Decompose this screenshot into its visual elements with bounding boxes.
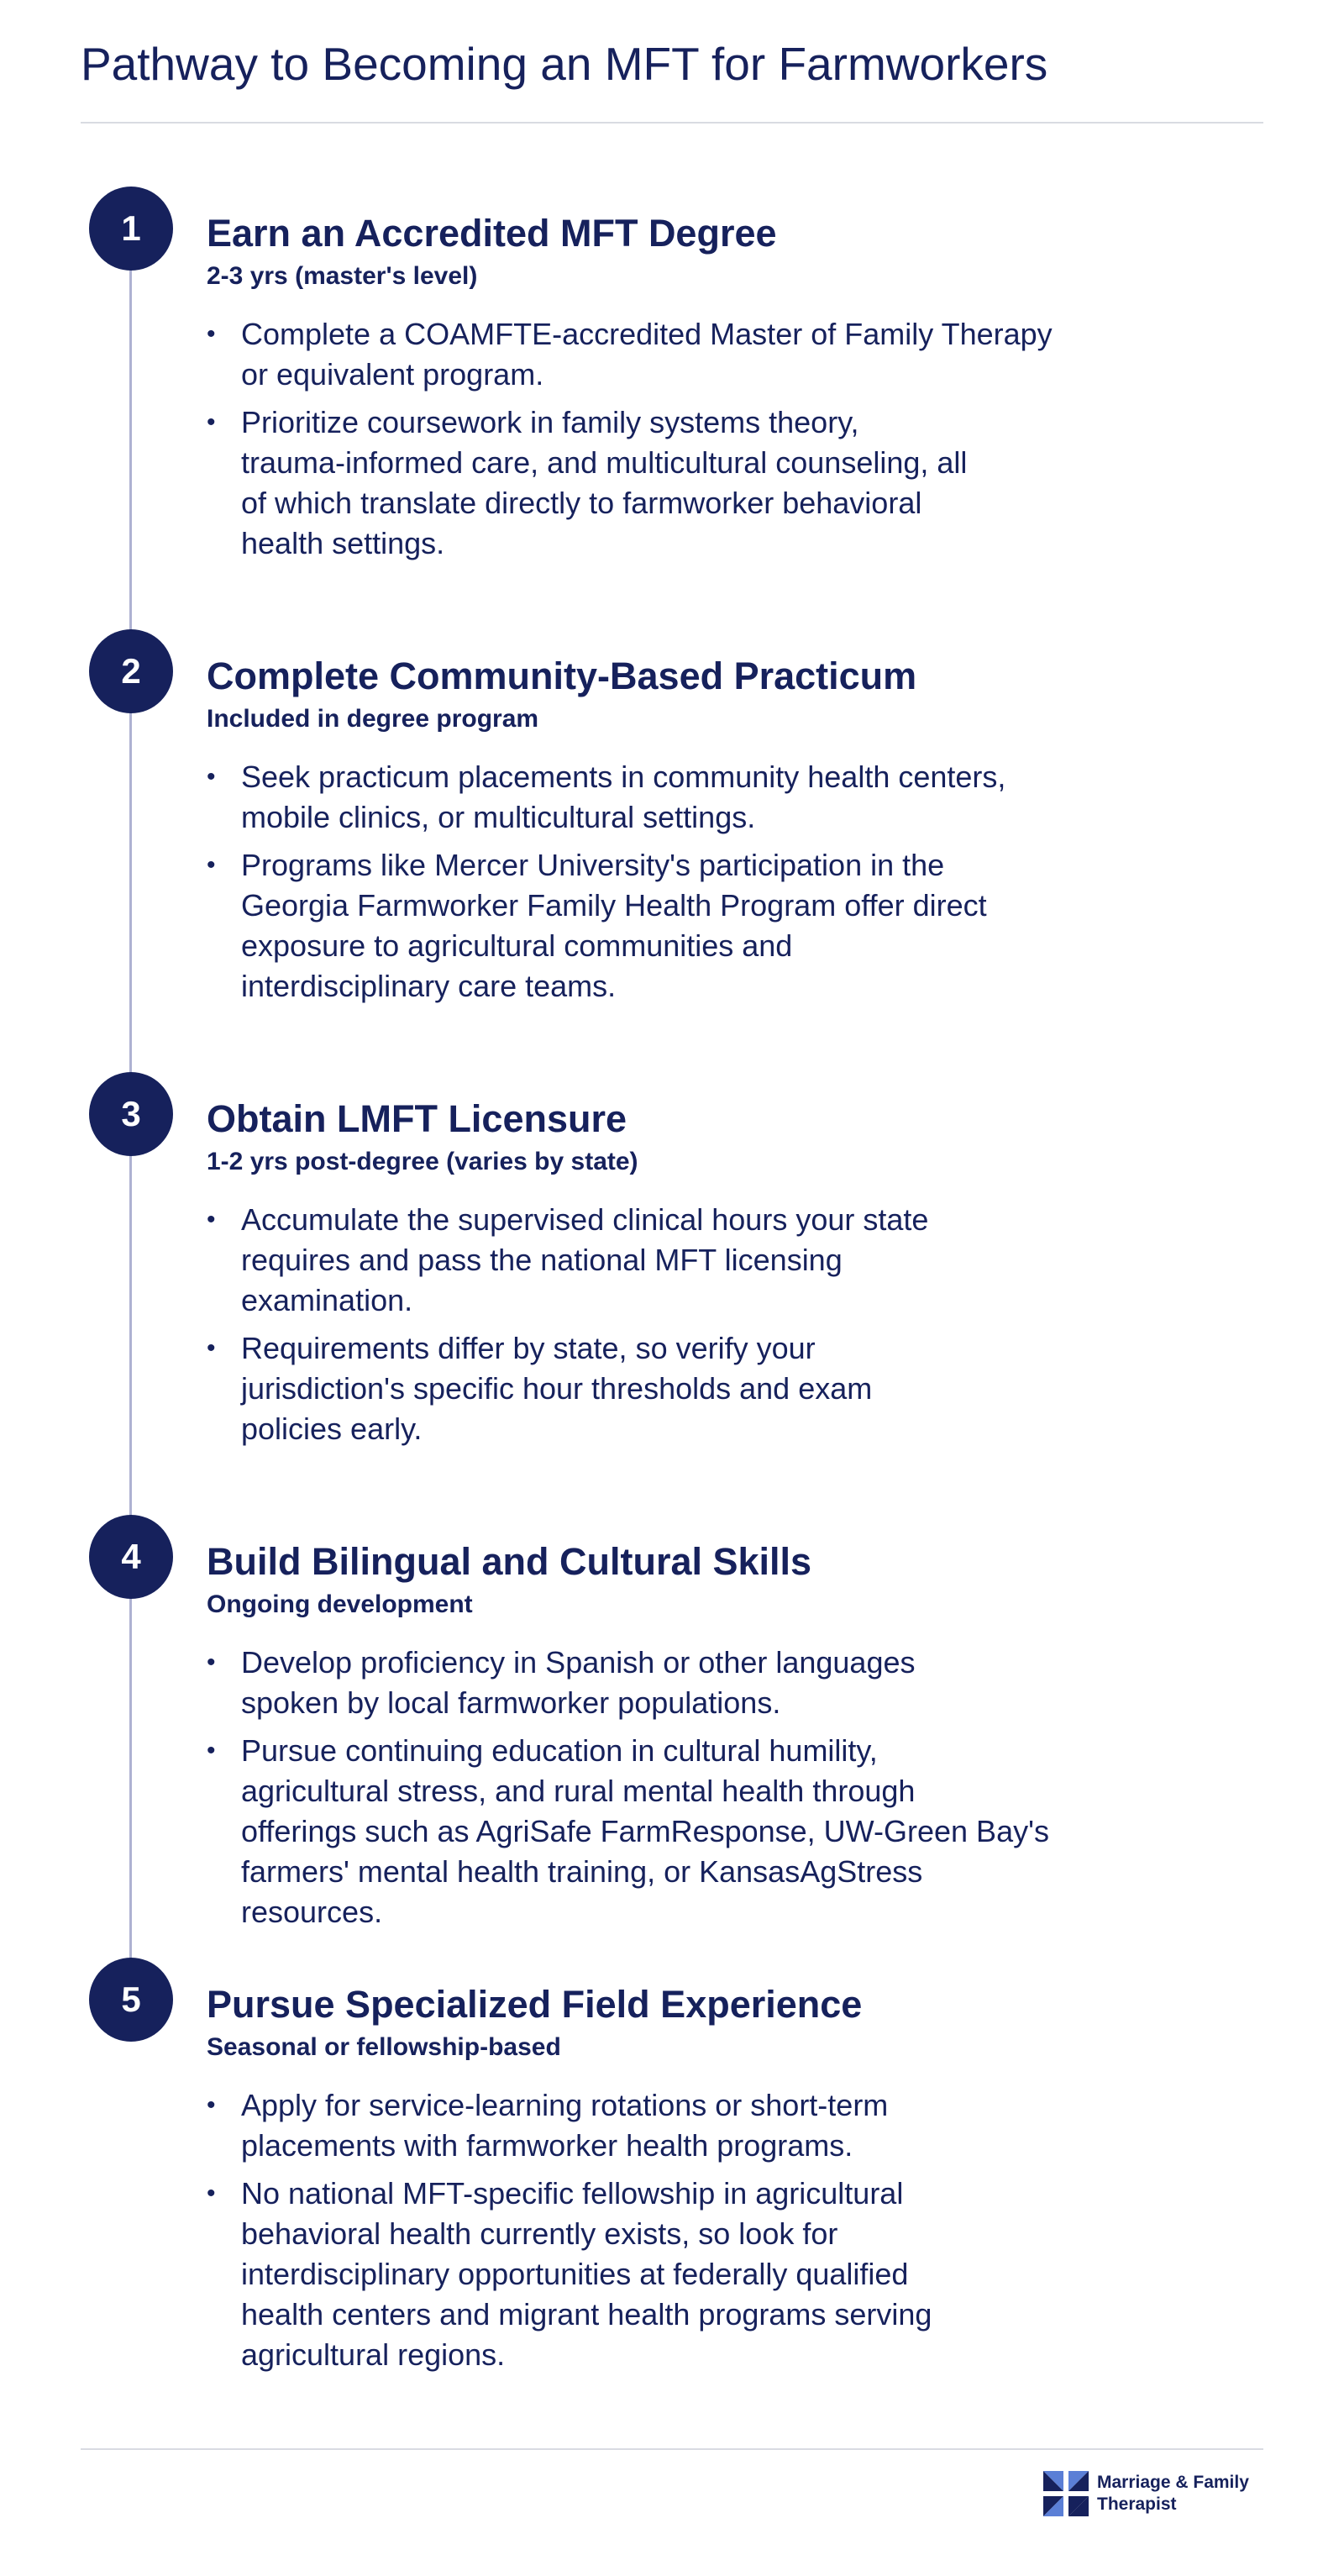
step-bullet-list (207, 1200, 1164, 1449)
step-3 (207, 1094, 1164, 1457)
step-title: Earn an Accredited MFT Degree (207, 212, 777, 255)
step-5 (207, 1979, 1164, 2383)
bullet-text-line: health centers and migrant health programs serving (241, 2297, 932, 2332)
step-duration: 2-3 yrs (master's level) (207, 262, 478, 290)
mft-logo-icon (1043, 2471, 1089, 2516)
step-1 (207, 208, 1164, 571)
step-bullet-item (207, 1328, 1164, 1449)
step-bullet-item (207, 2174, 1164, 2375)
step-bullet-item (207, 402, 1164, 564)
step-bullet-item (207, 314, 1164, 395)
step-number-badge: 2 (89, 629, 173, 713)
bullet-text-line: • Prioritize coursework in family systems theory, (241, 405, 859, 439)
step-number-badge: 5 (89, 1958, 173, 2042)
step-bullet-item (207, 845, 1164, 1007)
step-2 (207, 651, 1164, 1014)
brand-name-line: Marriage & Family (1097, 2473, 1249, 2492)
step-title: Pursue Specialized Field Experience (207, 1983, 863, 2026)
step-duration: Ongoing development (207, 1590, 473, 1618)
bullet-text-line: • Apply for service-learning rotations or short-term (241, 2088, 889, 2122)
step-bullet-list (207, 314, 1164, 564)
bullet-text-line: policies early. (241, 1412, 423, 1446)
step-bullet-list (207, 1643, 1164, 1932)
step-bullet-item (207, 2085, 1164, 2166)
step-number-badge: 1 (89, 187, 173, 271)
bullet-text-line: exposure to agricultural communities and (241, 928, 793, 963)
bullet-text-line: resources. (241, 1895, 383, 1929)
step-number-badge: 3 (89, 1072, 173, 1156)
step-bullet-item (207, 1643, 1164, 1723)
step-title: Complete Community-Based Practicum (207, 655, 917, 697)
footer-divider (81, 2448, 1263, 2450)
bullet-text-line: • Complete a COAMFTE-accredited Master of Family Therapy (241, 317, 1053, 351)
bullet-text-line: spoken by local farmworker populations. (241, 1685, 781, 1720)
bullet-text-line: behavioral health currently exists, so look for (241, 2216, 838, 2251)
step-title: Obtain LMFT Licensure (207, 1097, 627, 1140)
bullet-text-line: mobile clinics, or multicultural settings. (241, 800, 756, 834)
bullet-text-line: health settings. (241, 526, 445, 560)
step-bullet-item (207, 1731, 1164, 1932)
page-title: Pathway to Becoming an MFT for Farmworkers (81, 38, 1048, 90)
bullet-text-line: • No national MFT-specific fellowship in agricultural (241, 2176, 904, 2211)
bullet-text-line: of which translate directly to farmworker behavioral (241, 486, 922, 520)
brand-name (1097, 2472, 1282, 2516)
bullet-text-line: • Requirements differ by state, so verify your (241, 1331, 816, 1365)
bullet-text-line: jurisdiction's specific hour thresholds and exam (241, 1371, 873, 1406)
bullet-text-line: • Programs like Mercer University's participation in the (241, 848, 945, 882)
bullet-text-line: agricultural stress, and rural mental health through (241, 1774, 916, 1808)
bullet-text-line: trauma-informed care, and multicultural counseling, all (241, 445, 968, 480)
step-duration: Included in degree program (207, 705, 539, 733)
step-title: Build Bilingual and Cultural Skills (207, 1540, 812, 1583)
step-duration: 1-2 yrs post-degree (varies by state) (207, 1148, 638, 1175)
bullet-text-line: interdisciplinary opportunities at federally qualified (241, 2257, 909, 2291)
bullet-text-line: placements with farmworker health programs. (241, 2128, 853, 2163)
step-bullet-item (207, 1200, 1164, 1321)
header-divider (81, 122, 1263, 124)
bullet-text-line: or equivalent program. (241, 357, 544, 392)
bullet-text-line: • Develop proficiency in Spanish or other languages (241, 1645, 916, 1680)
step-4 (207, 1537, 1164, 1940)
brand-logo (1043, 2470, 1282, 2517)
step-number-badge: 4 (89, 1515, 173, 1599)
step-bullet-item (207, 757, 1164, 838)
bullet-text-line: agricultural regions. (241, 2337, 506, 2372)
bullet-text-line: • Pursue continuing education in cultural humility, (241, 1733, 878, 1768)
step-bullet-list (207, 757, 1164, 1007)
bullet-text-line: • Seek practicum placements in community health centers, (241, 760, 1006, 794)
bullet-text-line: examination. (241, 1283, 413, 1317)
step-bullet-list (207, 2085, 1164, 2375)
brand-name-line: Therapist (1097, 2495, 1177, 2514)
step-duration: Seasonal or fellowship-based (207, 2033, 561, 2061)
bullet-text-line: requires and pass the national MFT licensing (241, 1243, 843, 1277)
bullet-text-line: • Accumulate the supervised clinical hours your state (241, 1202, 929, 1237)
bullet-text-line: farmers' mental health training, or KansasAgStress (241, 1854, 923, 1889)
bullet-text-line: interdisciplinary care teams. (241, 969, 617, 1003)
bullet-text-line: Georgia Farmworker Family Health Program offer direct (241, 888, 987, 923)
bullet-text-line: offerings such as AgriSafe FarmResponse, UW-Green Bay's (241, 1814, 1049, 1848)
